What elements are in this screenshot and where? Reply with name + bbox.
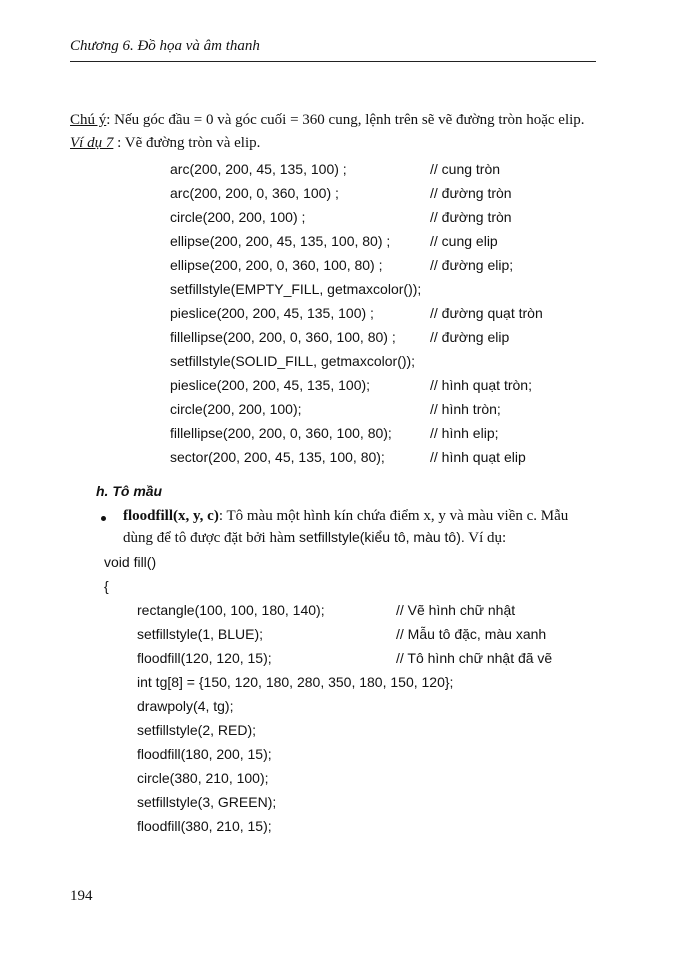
note-label: Chú ý	[70, 112, 107, 128]
code-comment: // đường elip	[430, 329, 510, 345]
floodfill-desc-line2	[123, 529, 506, 547]
code-comment: // đường quạt tròn	[430, 305, 543, 321]
code-line: floodfill(120, 120, 15);	[137, 650, 272, 666]
code-line: ellipse(200, 200, 45, 135, 100, 80) ;	[170, 233, 391, 249]
floodfill-desc1: : Tô màu một hình kín chứa điểm x, y và màu viền c. Mẫu	[218, 508, 569, 524]
code-comment: // Tô hình chữ nhật đã vẽ	[396, 650, 553, 666]
code-line: arc(200, 200, 0, 360, 100) ;	[170, 185, 339, 201]
code-line: floodfill(380, 210, 15);	[137, 818, 272, 834]
code-comment: // cung elip	[430, 233, 498, 249]
code-comment: // hình quạt tròn;	[430, 377, 532, 393]
example-text: : Vẽ đường tròn và elip.	[113, 135, 261, 151]
code-comment: // Vẽ hình chữ nhật	[396, 602, 516, 618]
code-line: ellipse(200, 200, 0, 360, 100, 80) ;	[170, 257, 383, 273]
floodfill-setfillstyle: setfillstyle(kiểu tô, màu tô).	[299, 529, 465, 545]
floodfill-desc2a: dùng để tô được đặt bởi hàm	[123, 530, 300, 546]
code-line: floodfill(180, 200, 15);	[137, 746, 272, 762]
code-comment: // hình quạt elip	[430, 449, 526, 465]
code-line: circle(200, 200, 100) ;	[170, 209, 306, 225]
code-comment: // Mẫu tô đặc, màu xanh	[396, 626, 547, 642]
section-heading: h. Tô mầu	[96, 483, 163, 499]
code-line: int tg[8] = {150, 120, 180, 280, 350, 180, 150, 120};	[137, 674, 454, 690]
bullet-icon	[101, 516, 106, 521]
floodfill-desc2c: Ví dụ:	[464, 530, 507, 546]
code-line: setfillstyle(EMPTY_FILL, getmaxcolor());	[170, 281, 422, 297]
code-line: arc(200, 200, 45, 135, 100) ;	[170, 161, 347, 177]
code-line: setfillstyle(SOLID_FILL, getmaxcolor());	[170, 353, 416, 369]
example-line	[70, 135, 260, 152]
example-label: Ví dụ 7	[70, 135, 114, 151]
code-comment: // đường elip;	[430, 257, 514, 273]
code-comment: // cung tròn	[430, 161, 501, 177]
note-line	[70, 112, 585, 129]
header-divider	[70, 61, 596, 62]
fill-signature: void fill()	[104, 554, 157, 570]
code-line: drawpoly(4, tg);	[137, 698, 234, 714]
code-line: circle(200, 200, 100);	[170, 401, 302, 417]
code-line: setfillstyle(2, RED);	[137, 722, 257, 738]
floodfill-func: floodfill(x, y, c)	[123, 508, 219, 524]
code-line: pieslice(200, 200, 45, 135, 100) ;	[170, 305, 374, 321]
code-line: pieslice(200, 200, 45, 135, 100);	[170, 377, 371, 393]
code-line: sector(200, 200, 45, 135, 100, 80);	[170, 449, 385, 465]
fill-open-brace: {	[104, 578, 109, 594]
code-line: circle(380, 210, 100);	[137, 770, 269, 786]
code-comment: // hình elip;	[430, 425, 499, 441]
floodfill-desc-line1	[123, 508, 568, 525]
code-comment: // đường tròn	[430, 185, 512, 201]
note-text: : Nếu góc đầu = 0 và góc cuối = 360 cung, lệnh trên sẽ vẽ đường tròn hoặc elip.	[106, 112, 585, 128]
code-line: setfillstyle(3, GREEN);	[137, 794, 277, 810]
code-line: rectangle(100, 100, 180, 140);	[137, 602, 325, 618]
page-header-title: Chương 6. Đồ họa và âm thanh	[70, 38, 260, 54]
code-comment: // hình tròn;	[430, 401, 501, 417]
code-comment: // đường tròn	[430, 209, 512, 225]
code-line: fillellipse(200, 200, 0, 360, 100, 80) ;	[170, 329, 396, 345]
code-line: setfillstyle(1, BLUE);	[137, 626, 264, 642]
page-number: 194	[70, 888, 93, 904]
code-line: fillellipse(200, 200, 0, 360, 100, 80);	[170, 425, 392, 441]
